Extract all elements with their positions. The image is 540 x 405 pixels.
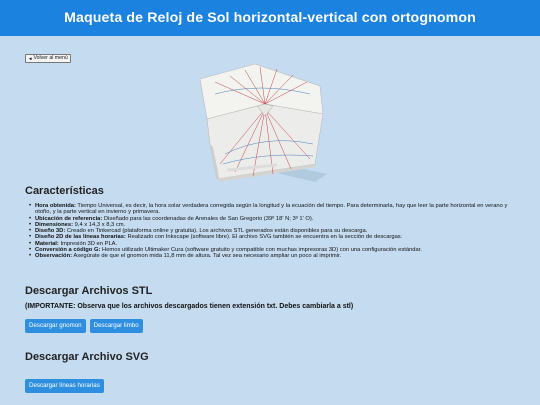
item-label: Diseño 2D de las líneas horarias: [35, 234, 126, 241]
stl-buttons [25, 319, 143, 333]
item-label: Hora obtenida: [35, 203, 76, 209]
item-text: Realizado con Inkscape (software libre). El archivo SVG también se encuentra en la sección de descargas. [125, 234, 403, 241]
item-text: Creado en Tinkercad (plataforma online y gratuita). Los archivos STL generados están disponibles para su descarga. [65, 228, 368, 235]
item-text: Diseñado para las coordenadas de Arenales de San Gregorio (39º 18' N; 3º 1' O). [102, 215, 314, 222]
svg-buttons [25, 374, 104, 393]
page-header [0, 0, 540, 36]
item-label: Dimensiones: [35, 221, 74, 228]
list-item [35, 253, 525, 259]
item-text: Tiempo Universal, es decir, la hora solar verdadera corregida según la longitud y la ecuación del tiempo. Para determinarla, hay que leer la parte horizontal en verano y otoño, y la parte vertical en invierno y primavera. [35, 203, 508, 216]
download-limbo-button[interactable]: Descargar limbo [90, 319, 143, 333]
download-hour-lines-button[interactable]: Descargar líneas horarias [25, 379, 104, 393]
download-gnomon-button[interactable]: Descargar gnomon [25, 319, 86, 333]
item-label: Ubicación de referencia: [35, 215, 103, 222]
back-button-label: Volver al menú [33, 55, 68, 61]
back-to-menu-button[interactable] [25, 54, 71, 63]
item-text: Asegúrate de que el gnomon mida 11,8 mm de altura. Tal vez sea necesario ampliar un poco al imprimir. [72, 253, 342, 260]
stl-heading: Descargar Archivos STL [25, 285, 153, 297]
stl-warning: (IMPORTANTE: Observa que los archivos descargados tienen extensión txt. Debes cambiarla a stl) [25, 303, 354, 310]
item-label: Diseño 3D: [35, 228, 66, 235]
item-text: 9,4 x 14,3 x 8,3 cm. [73, 221, 126, 228]
item-label: Conversión a código G: [35, 247, 101, 254]
characteristics-section [25, 185, 525, 260]
item-label: Material: [35, 240, 59, 247]
characteristics-heading: Características [25, 185, 104, 197]
item-text: Hemos utilizado Ultimaker Cura (software gratuito y compatible con muchas impresoras 3D) con una configuración estándar. [100, 247, 422, 254]
sundial-photo [195, 64, 330, 182]
item-label: Observación: [35, 253, 73, 260]
page-title: Maqueta de Reloj de Sol horizontal-vertical con ortognomon [64, 10, 476, 26]
item-text: Impresión 3D en PLA. [58, 240, 118, 247]
svg-heading: Descargar Archivo SVG [25, 351, 149, 363]
arrow-left-icon: ◄ [28, 56, 33, 61]
list-item [35, 203, 525, 216]
characteristics-list [25, 203, 525, 260]
